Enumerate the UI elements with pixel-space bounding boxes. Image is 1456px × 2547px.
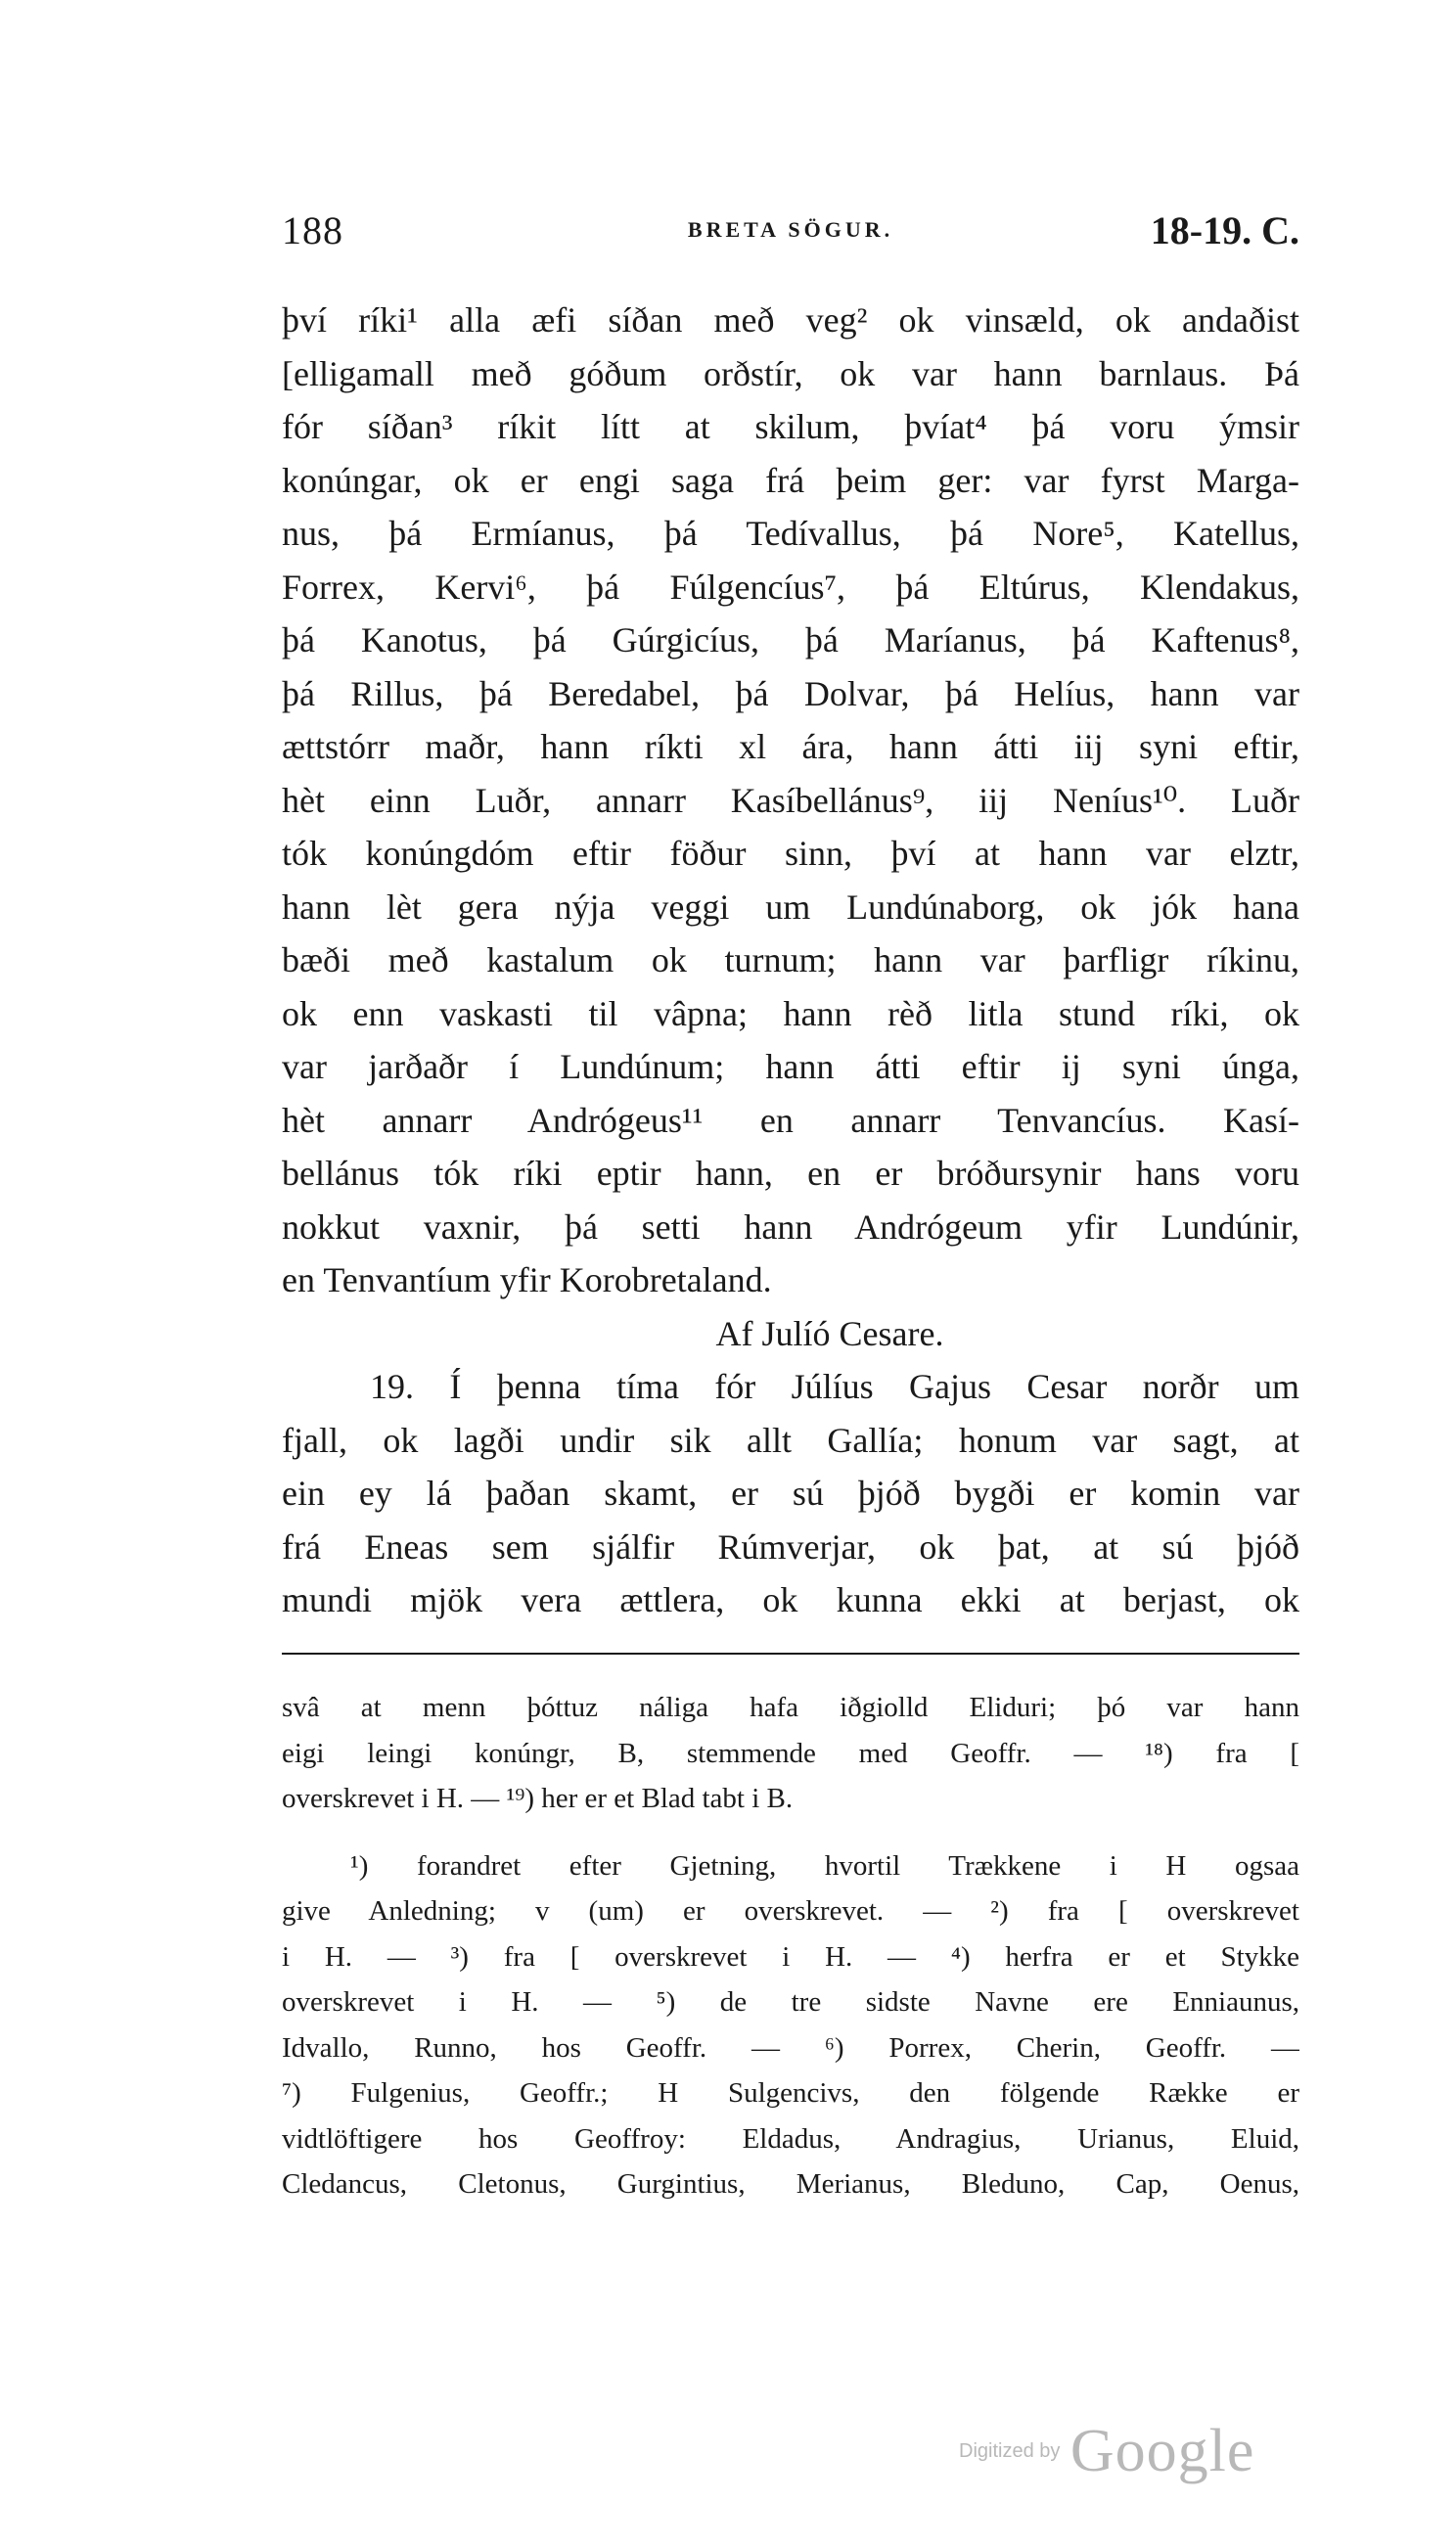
text-line: mundi mjök vera ættlera, ok kunna ekki at berjast, ok	[282, 1580, 1299, 1619]
text-line: konúngar, ok er engi saga frá þeim ger: var fyrst Marga-	[282, 460, 1299, 500]
text-line: bæði með kastalum ok turnum; hann var þarfligr ríkinu,	[282, 940, 1299, 979]
text-line: fjall, ok lagði undir sik allt Gallía; honum var sagt, at	[282, 1420, 1299, 1460]
text-line: því ríki¹ alla æfi síðan með veg² ok vinsæld, ok andaðist	[282, 300, 1299, 340]
text-line: en Tenvantíum yfir Korobretaland.	[282, 1260, 772, 1299]
footnote-line: give Anledning; v (um) er overskrevet. — ²) fra [ overskrevet	[282, 1895, 1299, 1927]
footnote-divider	[282, 1653, 1299, 1655]
text-line: hèt einn Luðr, annarr Kasíbellánus⁹, iij Neníus¹⁰. Luðr	[282, 780, 1299, 820]
text-line: fór síðan³ ríkit lítt at skilum, þvíat⁴ þá voru ýmsir	[282, 407, 1299, 446]
text-line: [elligamall með góðum orðstír, ok var hann barnlaus. Þá	[282, 353, 1299, 393]
footnote-line: Cledancus, Cletonus, Gurgintius, Merianus, Bleduno, Cap, Oenus,	[282, 2168, 1299, 2200]
text-line: ættstórr maðr, hann ríkti xl ára, hann átti iij syni eftir,	[282, 727, 1299, 766]
footnote-line: ¹) forandret efter Gjetning, hvortil Trækkene i H ogsaa	[350, 1849, 1299, 1882]
text-line: tók konúngdóm eftir föður sinn, því at hann var elztr,	[282, 834, 1299, 873]
text-line: þá Rillus, þá Beredabel, þá Dolvar, þá Helíus, hann var	[282, 673, 1299, 713]
digitized-watermark	[959, 2417, 1254, 2495]
text-line: Forrex, Kervi⁶, þá Fúlgencíus⁷, þá Eltúrus, Klendakus,	[282, 567, 1299, 607]
footnote-line: overskrevet i H. — ⁵) de tre sidste Navne ere Enniaunus,	[282, 1986, 1299, 2018]
text-line: þá Kanotus, þá Gúrgicíus, þá Maríanus, þá Kaftenus⁸,	[282, 620, 1299, 659]
text-line: frá Eneas sem sjálfir Rúmverjar, ok þat, at sú þjóð	[282, 1526, 1299, 1567]
text-line: 19. Í þenna tíma fór Júlíus Gajus Cesar norðr um	[370, 1367, 1299, 1406]
page-number: 188	[282, 208, 343, 252]
text-line: hèt annarr Andrógeus¹¹ en annarr Tenvancíus. Kasí-	[282, 1100, 1299, 1140]
watermark-prefix: Digitized by	[959, 2440, 1061, 2462]
footnote-line: overskrevet i H. — ¹⁹) her er et Blad tabt i B.	[282, 1783, 794, 1814]
google-logo: Google	[1069, 2418, 1255, 2484]
footnote-line: vidtlöftigere hos Geoffroy: Eldadus, Andragius, Urianus, Eluid,	[282, 2122, 1299, 2155]
chapter-reference: 18-19. C.	[1150, 208, 1299, 252]
text-line: var jarðaðr í Lundúnum; hann átti eftir ij syni únga,	[282, 1047, 1299, 1086]
section-heading: Af Julíó Cesare.	[715, 1313, 944, 1353]
footnote-line: ⁷) Fulgenius, Geoffr.; H Sulgencivs, den fölgende Række er	[282, 2077, 1299, 2109]
footnotes	[282, 1685, 1299, 2207]
main-text	[282, 294, 1299, 1627]
footnote-line: svâ at menn þóttuz náliga hafa iðgiolld Eliduri; þó var hann	[282, 1692, 1299, 1723]
text-line: bellánus tók ríki eptir hann, en er bróðursynir hans voru	[282, 1154, 1299, 1193]
text-line: nokkut vaxnir, þá setti hann Andrógeum yfir Lundúnir,	[282, 1206, 1299, 1247]
footnote-line: Idvallo, Runno, hos Geoffr. — ⁶) Porrex, Cherin, Geoffr. —	[282, 2031, 1299, 2064]
page-header	[282, 207, 1299, 266]
running-title: BRETA SÖGUR.	[687, 217, 894, 242]
footnote-gap	[282, 1822, 1299, 1843]
text-line: nus, þá Ermíanus, þá Tedívallus, þá Nore⁵, Katellus,	[282, 514, 1299, 553]
text-line: hann lèt gera nýja veggi um Lundúnaborg, ok jók hana	[282, 887, 1299, 927]
footnote-line: eigi leingi konúngr, B, stemmende med Geoffr. — ¹⁸) fra [	[282, 1737, 1299, 1769]
footnote-line: i H. — ³) fra [ overskrevet i H. — ⁴) herfra er et Stykke	[282, 1940, 1299, 1973]
text-line: ein ey lá þaðan skamt, er sú þjóð bygði er komin var	[282, 1474, 1299, 1513]
text-line: ok enn vaskasti til vâpna; hann rèð litla stund ríki, ok	[282, 993, 1299, 1033]
